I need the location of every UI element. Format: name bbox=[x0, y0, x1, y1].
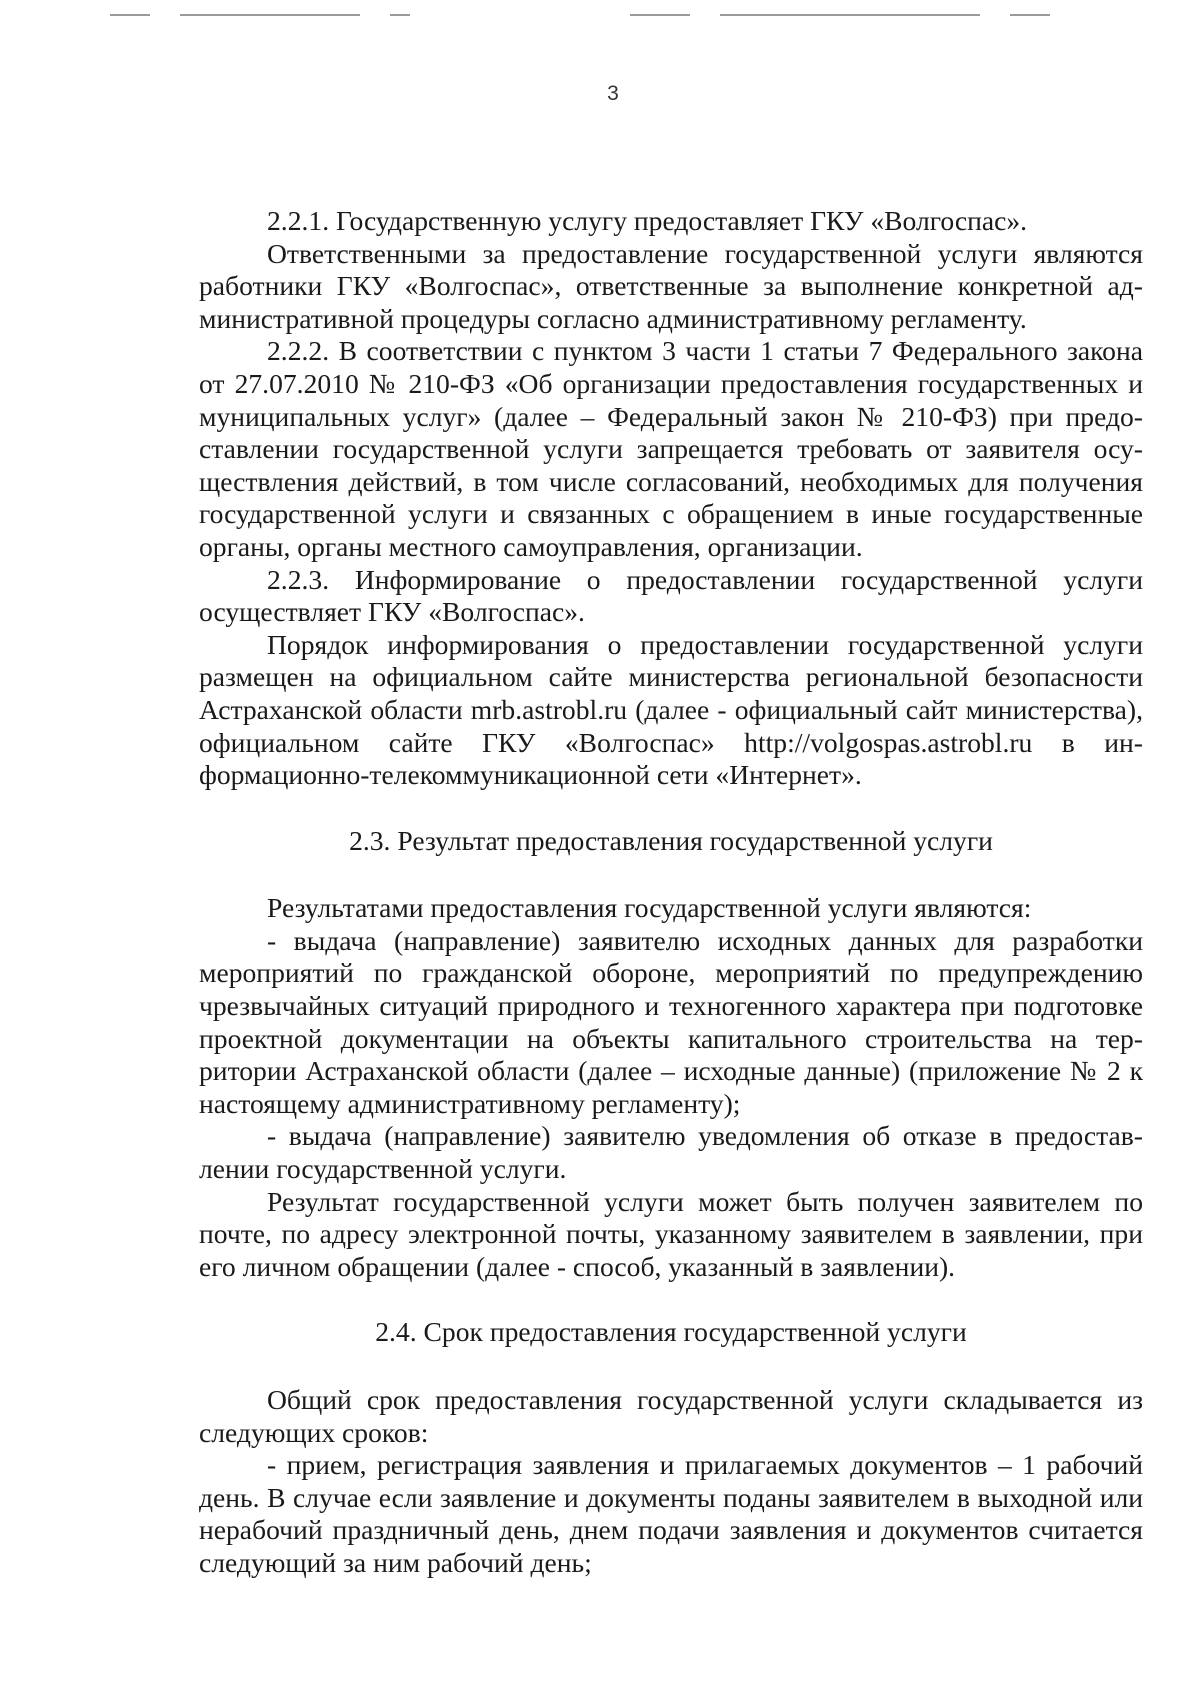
paragraph-information-order: Порядок информирования о предоставлении государственной услуги размещен на официальном сайте министерства региональной безопасности Астраханской области mrb.astrobl.ru (далее - официальный сайт министерства), официальном сайте ГКУ «Волгоспас» http://volgospas.astrobl.ru в информационно-телекоммуникационной сети «Интернет». bbox=[199, 628, 1143, 791]
section-heading-2-4: 2.4. Срок предоставления государственной услуги bbox=[375, 1316, 967, 1348]
section-heading-2-3: 2.3. Результат предоставления государственной услуги bbox=[349, 824, 993, 856]
paragraph-result-refusal: - выдача (направление) заявителю уведомления об отказе в предоставлении государственной услуги. bbox=[199, 1120, 1143, 1185]
scan-edge-marks bbox=[110, 14, 1060, 18]
paragraph-result-delivery: Результат государственной услуги может быть получен заявителем по почте, по адресу электронной почты, указанному заявителем в заявлении, при его личном обращении (далее - способ, указанный в заявлении). bbox=[199, 1185, 1143, 1282]
document-body bbox=[199, 205, 1143, 1580]
paragraph-2-2-3: 2.2.3. Информирование о предоставлении государственной услуги осуществляет ГКУ «Волгоспас». bbox=[199, 563, 1143, 628]
paragraph-result-initial-data: - выдача (направление) заявителю исходных данных для разработки мероприятий по гражданской обороне, мероприятий по предупреждению чрезвычайных ситуаций природного и техногенного характера при подготовке проектной документации на объекты капитального строительства на территории Астраханской области (далее – исходные данные) (приложение № 2 к настоящему административному регламенту); bbox=[199, 924, 1143, 1119]
paragraph-2-2-2: 2.2.2. В соответствии с пунктом 3 части 1 статьи 7 Федерального закона от 27.07.2010 № 210-ФЗ «Об организации предоставления государственных и муниципальных услуг» (далее – Федеральный закон № 210-ФЗ) при предоставлении государственной услуги запрещается требовать от заявителя осуществления действий, в том числе согласований, необходимых для получения государственной услуги и связанных с обращением в иные государственные органы, органы местного самоуправления, организации. bbox=[199, 335, 1143, 562]
paragraph-responsible-staff: Ответственными за предоставление государственной услуги являются работники ГКУ «Волгоспас», ответственные за выполнение конкретной административной процедуры согласно административному регламенту. bbox=[199, 237, 1143, 334]
page-number: 3 bbox=[607, 82, 619, 105]
paragraph-term-registration: - прием, регистрация заявления и прилагаемых документов – 1 рабочий день. В случае если заявление и документы поданы заявителем в выходной или нерабочий праздничный день, днем подачи заявления и документов считается следующий за ним рабочий день; bbox=[199, 1449, 1143, 1578]
paragraph-term-intro: Общий срок предоставления государственной услуги складывается из следующих сроков: bbox=[199, 1384, 1143, 1448]
paragraph-results-intro: Результатами предоставления государственной услуги являются: bbox=[267, 892, 1032, 924]
paragraph-2-2-1: 2.2.1. Государственную услугу предоставляет ГКУ «Волгоспас». bbox=[267, 205, 1028, 236]
